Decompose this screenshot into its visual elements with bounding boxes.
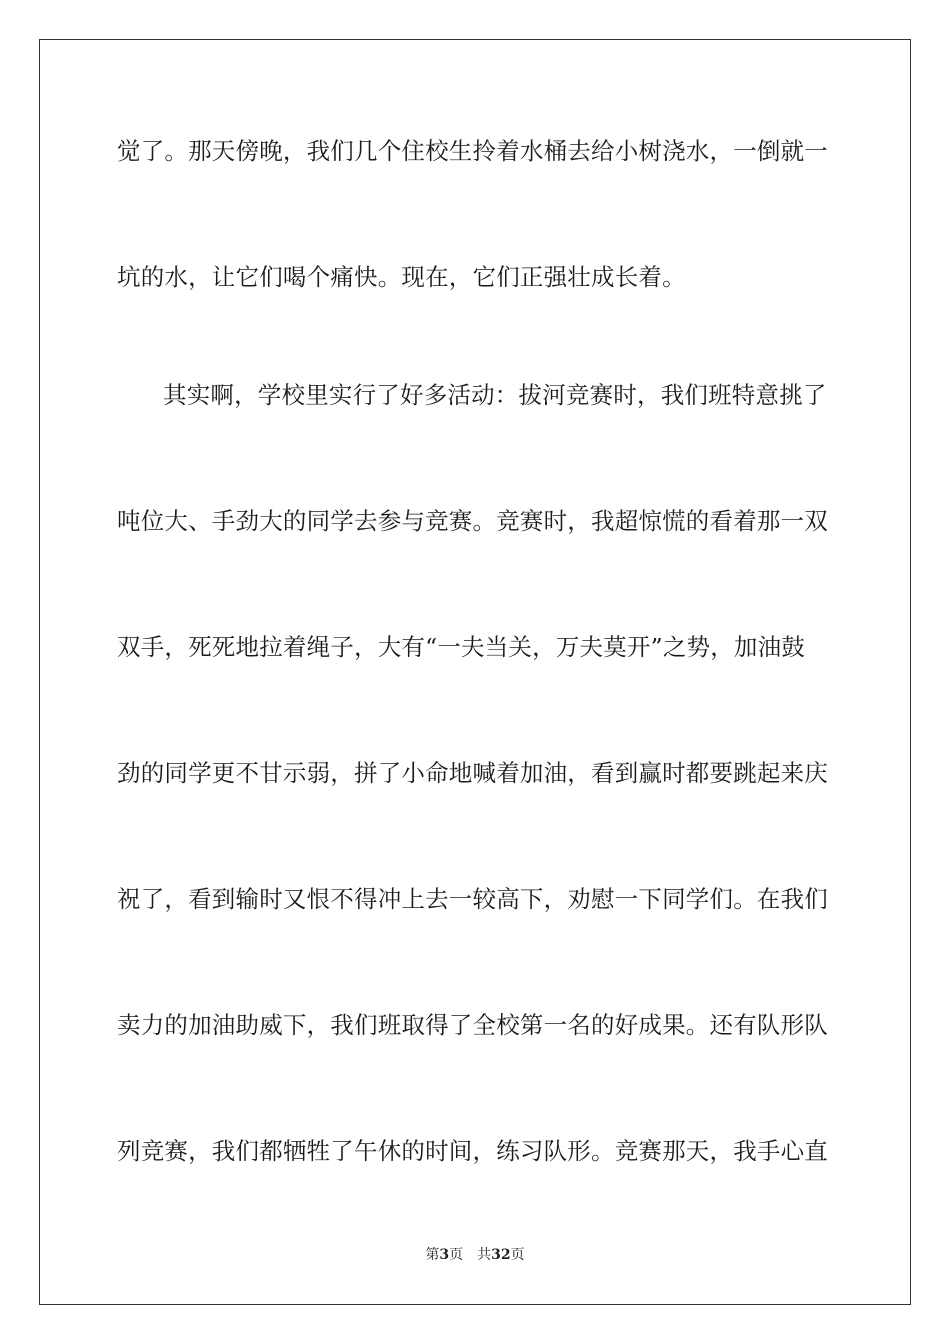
total-prefix: 共 (477, 1247, 492, 1263)
page-suffix: 页 (449, 1247, 464, 1263)
paragraph-line: 祝了，看到输时又恨不得冲上去一较高下，劝慰一下同学们。在我们 (117, 885, 828, 913)
paragraph-line: 卖力的加油助威下，我们班取得了全校第一名的好成果。还有队形队 (117, 1011, 828, 1039)
page-number: 3 (439, 1247, 450, 1263)
paragraph-line: 劲的同学更不甘示弱，拼了小命地喊着加油，看到赢时都要跳起来庆 (117, 759, 828, 787)
total-pages: 32 (491, 1247, 511, 1263)
paragraph-line: 觉了。那天傍晚，我们几个住校生拎着水桶去给小树浇水，一倒就一 (117, 137, 828, 165)
paragraph-line: 双手，死死地拉着绳子，大有“一夫当关，万夫莫开”之势，加油鼓 (117, 633, 806, 661)
paragraph-line: 其实啊，学校里实行了好多活动：拔河竞赛时，我们班特意挑了 (163, 381, 827, 409)
page-border (39, 39, 911, 1305)
page-prefix: 第 (425, 1247, 440, 1263)
paragraph-line: 吨位大、手劲大的同学去参与竞赛。竞赛时，我超惊慌的看着那一双 (117, 507, 828, 535)
page-footer (0, 1246, 950, 1264)
total-suffix: 页 (510, 1247, 525, 1263)
paragraph-line: 坑的水，让它们喝个痛快。现在，它们正强壮成长着。 (117, 263, 686, 291)
paragraph-line: 列竞赛，我们都牺牲了午休的时间，练习队形。竞赛那天，我手心直 (117, 1137, 828, 1165)
